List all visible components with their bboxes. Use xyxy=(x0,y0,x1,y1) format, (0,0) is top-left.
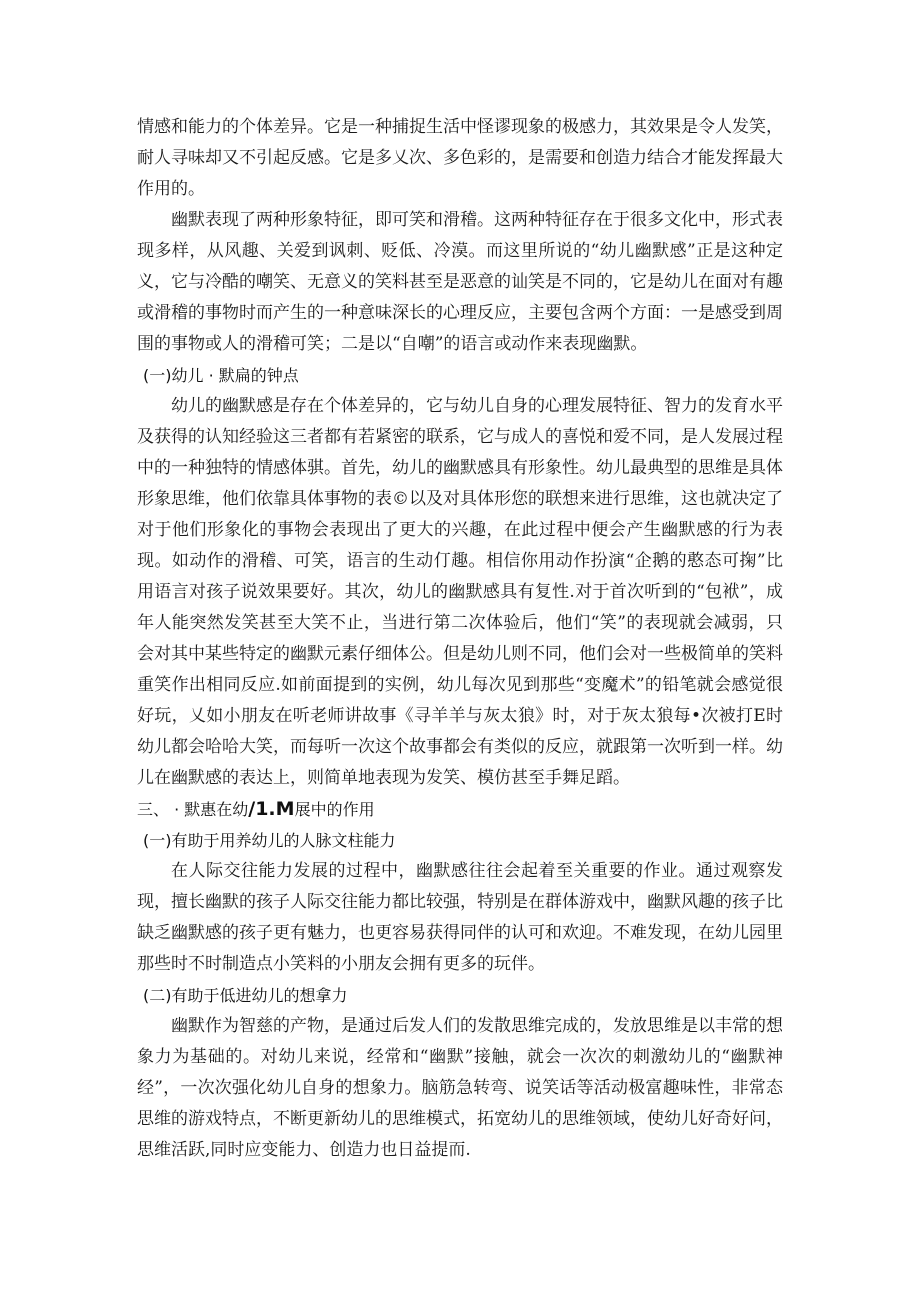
paragraph-2: 幽默表现了两种形象特征，即可笑和滑稽。这两种特征存在于很多文化中，形式表现多样，从风趣、关爱到讽刺、贬低、冷漠。而这里所说的“幼儿幽默感”正是这种定义，它与冷酷的嘲笑、无意义的笑料甚至是恶意的讪笑是不同的，它是幼儿在面对有趣或滑稽的事物时而产生的一种意味深长的心理反应，主要包含两个方面：一是感受到周围的事物或人的滑稽可笑；二是以“自嘲”的语言或动作来表现幽默。 xyxy=(137,210,783,354)
chapter-heading-3-pre: 三、 · 默惠在幼 xyxy=(137,800,249,819)
document-body xyxy=(137,112,783,1166)
paragraph-1: 情感和能力的个体差异。它是一种捕捉生活中怪谬现象的极感力，其效果是令人发笑，耐人寻味却又不引起反感。它是多乂次、多色彩的，是需要和创造力结合才能发挥最大作用的。 xyxy=(137,117,783,199)
chapter-heading-3-bold: /1.M xyxy=(248,798,295,820)
section-heading-2: (一)有助于用养幼儿的人脉文柱能力 xyxy=(143,831,396,850)
chapter-heading-3 xyxy=(137,794,783,825)
section-heading-3: (二)有助于低进幼儿的想拿力 xyxy=(143,986,348,1005)
paragraph-5: 幽默作为智慈的产物，是通过后发人们的发散思维完成的，发放思维是以丰常的想象力为基础的。对幼儿来说，经常和“幽默”接触，就会一次次的刺激幼儿的“幽默神经”，一次次强化幼儿自身的想象力。脑筋急转弯、说笑话等活动极富趣味性，非常态思维的游戏特点，不断更新幼儿的思维模式，拓宽幼儿的思维领域，使幼儿好奇好问，思维活跃,同时应变能力、创造力也日益提而. xyxy=(137,1016,783,1160)
chapter-heading-3-post: 展中的作用 xyxy=(294,800,375,819)
paragraph-3: 幼儿的幽默感是存在个体差异的，它与幼儿自身的心理发展特征、智力的发育水平及获得的认知经验这三者都有若紧密的联系，它与成人的喜悦和爱不同，是人发展过程中的一种独特的情感体骐。首先，幼儿的幽默感具有形象性。幼儿最典型的思维是具体形象思维，他们依靠具体事物的表©以及对具体形您的联想来进行思维，这也就决定了对于他们形象化的事物会表现出了更大的兴趣，在此过程中便会产生幽默感的行为表现。如动作的滑稽、可笑，语言的生动仃趣。相信你用动作扮演“企鹅的憨态可掬”比用语言对孩子说效果要好。其次，幼儿的幽默感具有复性.对于首次听到的“包袱”，成年人能突然发笑甚至大笑不止，当进行第二次体验后，他们“笑”的表现就会减弱，只会对其中某些特定的幽默元素仔细体公。但是幼儿则不同，他们会对一些极简单的笑料重笑作出相同反应.如前面提到的实例，幼儿每次见到那些“变魔术”的铅笔就会感觉很好玩，乂如小朋友在听老师讲故事《寻羊羊与灰太狼》时，对于灰太狼每•次被打E时幼儿都会哈哈大笑，而每听一次这个故事都会有类似的反应，就跟第一次听到一样。幼儿在幽默感的表达上，则简单地表现为发笑、模仿甚至手舞足蹈。 xyxy=(137,396,783,788)
paragraph-4: 在人际交往能力发展的过程中，幽默感往往会起着至关重要的作业。通过观察发现，擅长幽默的孩子人际交往能力都比较强，特别是在群体游戏中，幽默风趣的孩子比缺乏幽默感的孩子更有魅力，也更容易获得同伴的认可和欢迎。不难发现，在幼儿园里那些时不时制造点小笑料的小朋友会拥有更多的玩伴。 xyxy=(137,861,783,974)
section-heading-1: (一)幼儿 · 默扁的钟点 xyxy=(143,366,299,385)
